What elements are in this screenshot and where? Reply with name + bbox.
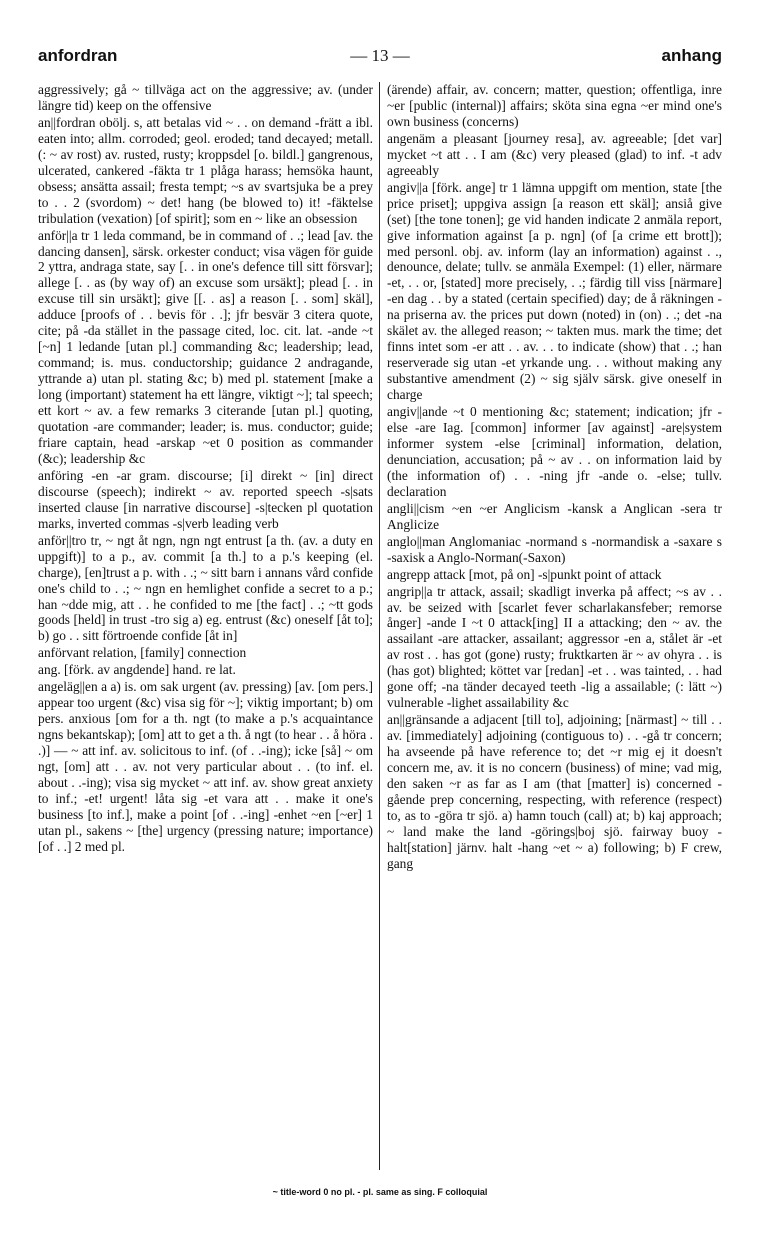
right-column — [387, 82, 722, 1170]
dictionary-entry: an||fordran obölj. s, att betalas vid ~ . . on demand -frätt a ibl. eaten into; allm. corroded; geol. eroded; tand decayed; metall. (: ~ av rost) av. rusted, rusty; kroppsdel [o. bildl.] gangrenous, ulcerated, cankered -fäkta tr 1 plåga harass; hemsöka haunt, obsess; ansätta assail; fresta tempt; ~s av svartsjuka be a prey to . . 2 (svordom) ~ det! hang (be blowed to) it! -fäktelse tribulation (vexation) [of spirit]; som en ~ like an obsession — [38, 114, 373, 226]
dictionary-entry: angenäm a pleasant [journey resa], av. agreeable; [det var] mycket ~t att . . I am (&c) very pleased (glad) to inf. -t adv agreeably — [387, 130, 722, 178]
dictionary-entry: ang. [förk. av angdende] hand. re lat. — [38, 662, 236, 678]
left-column — [38, 82, 373, 1170]
page-number: — 13 — — [350, 46, 410, 65]
header-last-headword: anhang — [661, 46, 722, 65]
page-header — [38, 46, 722, 76]
dictionary-entry: angrepp attack [mot, på on] -s|punkt point of attack — [387, 566, 662, 582]
dictionary-entry: angrip||a tr attack, assail; skadligt inverka på affect; ~s av . . av. be seized with [scarlet fever scharlakansfeber; remorse ånger] -ande I ~t 0 attack[ing] II a attacking; den ~ av. the assailant -are attacker, assailant; aggressor -en a, stålet är -et av rost . . has got (gone) rusty; fruktkarten är ~ av ohyra . . is (has got) blighted; köttet var [redan] -et . . was tainted, . . had gone off; -na tänder decayed teeth -lig a assailable; (: lätt ~) vulnerable -lighet assailability &c — [387, 583, 722, 711]
header-first-headword: anfordran — [38, 46, 118, 65]
dictionary-entry: angeläg||en a a) is. om sak urgent (av. pressing) [av. [om pers.] appear too urgent (&c) visa sig för ~]; viktig important; b) om pers. anxious [om for a th. ngt (to make a p.'s acquaintance ngns bekantskap); [om] att to get a th. å ngt (to hear . . å höra . .)] — ~ att inf. av. solicitous to inf. (of . .-ing); icke [så] ~ om ngt, [om] att . . av. not very particular about . . (to inf. el. about . .-ing); visa sig mycket ~ att inf. av. show great anxiety to inf.; -et! urgent! låta sig -et vara att . . make it one's business [to inf.], make a point [of . .-ing] -enhet ~en [~er] 1 utan pl., sakens ~ [the] urgency (pressing nature; importance) [of . .] 2 med pl. — [38, 679, 373, 854]
dictionary-entry: aggressively; gå ~ tillväga act on the aggressive; av. (under längre tid) keep on the offensive — [38, 82, 373, 113]
dictionary-entry: angiv||ande ~t 0 mentioning &c; statement; indication; jfr -else -are Iag. [common] informer [av against] -are|system informer system -else [criminal] information, delation, denunciation, accusation; på ~ av . . on information laid by (the information of) . . -ning jfr -ande o. -else; tullv. declaration — [387, 404, 722, 499]
dictionary-entry: anförvant relation, [family] connection — [38, 645, 247, 661]
column-divider — [379, 82, 380, 1170]
dictionary-entry: anför||tro tr, ~ ngt åt ngn, ngn ngt entrust [a th. (av. a duty en uppgift)] to a p., av. commit [a th.] to a p.'s keeping (el. charge), [en]trust a p. with . .; ~ sitt barn i annans vård confide one's child to . .; ~ ngn en hemlighet confide a secret to a p.; han ~dde mig, att . . he confided to me [the fact] . .; ~tt gods goods [held] in trust -tro sig a) eg. entrust (&c) oneself [åt to]; b) go . . sitt förtroende confide [åt in] — [38, 532, 373, 644]
dictionary-entry: an||gränsande a adjacent [till to], adjoining; [närmast] ~ till . . av. [immediately] adjoining (contiguous to) . . -gå tr concern; ha avseende på have reference to; det ~r mig ej it doesn't concern me, av. it is no concern (business) of mine; vad mig, den saken ~r as far as I am (that [matter] is) concerned -gående prep concerning, respecting, with reference (respect) to, as to -göra tr sjö. a) hamn touch (call) at; b) kaj approach; ~ land make the land -görings|boj sjö. fairway buoy -halt[station] järnv. halt -hang ~et ~ a) following; b) F crew, gang — [387, 712, 722, 871]
dictionary-entry: anglo||man Anglomaniac -normand s -normandisk a -saxare s -saxisk a Anglo-Norman(-Saxon) — [387, 533, 722, 565]
dictionary-entry: angli||cism ~en ~er Anglicism -kansk a Anglican -sera tr Anglicize — [387, 500, 722, 532]
dictionary-entry: angiv||a [förk. ange] tr 1 lämna uppgift om mention, state [the price priset]; uppgiva assign [a reason ett skäl]; ansiå give (set) [the tone tonen]; ge vid handen indicate 2 anmäla report, give information against [a p. ngn] (of [a crime ett brott]); med personl. obj. av. inform (lay an information) against . ., denounce, delate; tullv. se anmäla Exempel: (1) eller, närmare -et, . . or, [stated] more precisely, . .; färdig till viss [närmare] -en dag . . by a stated (certain specified) day; de å räkningen -na priserna av. the prices put down (noted) in (on) . .; det -na skälet av. the alleged reason; ~ takten mus. mark the time; det finns intet som -er att . . av. . . to indicate (show) that . .; han reserverade sig utan -et yrkande ung. . . without making any substantive amendment (2) ~ sig själv särsk. give oneself in charge — [387, 179, 722, 403]
dictionary-entry: anför||a tr 1 leda command, be in command of . .; lead [av. the dancing dansen], särsk. orkester conduct; visa vägen för guide 2 yttra, andraga state, say [. . in one's defence till sitt försvar]; allege [. . as (by way of) an excuse som ursäkt]; plead [. . in excuse till sin ursäkt]; give [[. . as] a reason [. . som] skäl], adduce [proofs of . . bevis för . .]; jfr besvär 3 citera quote, cite; på -da stället in the passage cited, loc. cit. lat. -ande ~t [~n] 1 ledande [utan pl.] commanding &c; leadership; lead, command; is. mus. conductorship; guidance 2 andragande, yttrande a) utan pl. stating &c; b) med pl. statement [make a long (important) statement ha ett längre, viktigt ~]; tal speech; ett kort ~ av. a few remarks 3 citerande [utan pl.] quoting, quotation -are commander; leader; is. mus. conductor; guide; friare captain, head -arskap ~et 0 position as commander (&c); leadership &c — [38, 227, 373, 466]
dictionary-entry: (ärende) affair, av. concern; matter, question; offentliga, inre ~er [public (internal)] affairs; sköta sina egna ~er mind one's own business (concerns) — [387, 82, 722, 129]
dictionary-columns — [38, 82, 722, 1170]
dictionary-entry: anföring -en -ar gram. discourse; [i] direkt ~ [in] direct discourse (speech); indirekt ~ av. reported speech -s|sats inserted clause [in narrative discourse] -s|tecken pl quotation marks, inverted commas -s|verb leading verb — [38, 467, 373, 531]
abbreviation-legend: ~ title-word 0 no pl. - pl. same as sing. F colloquial — [272, 1187, 488, 1197]
